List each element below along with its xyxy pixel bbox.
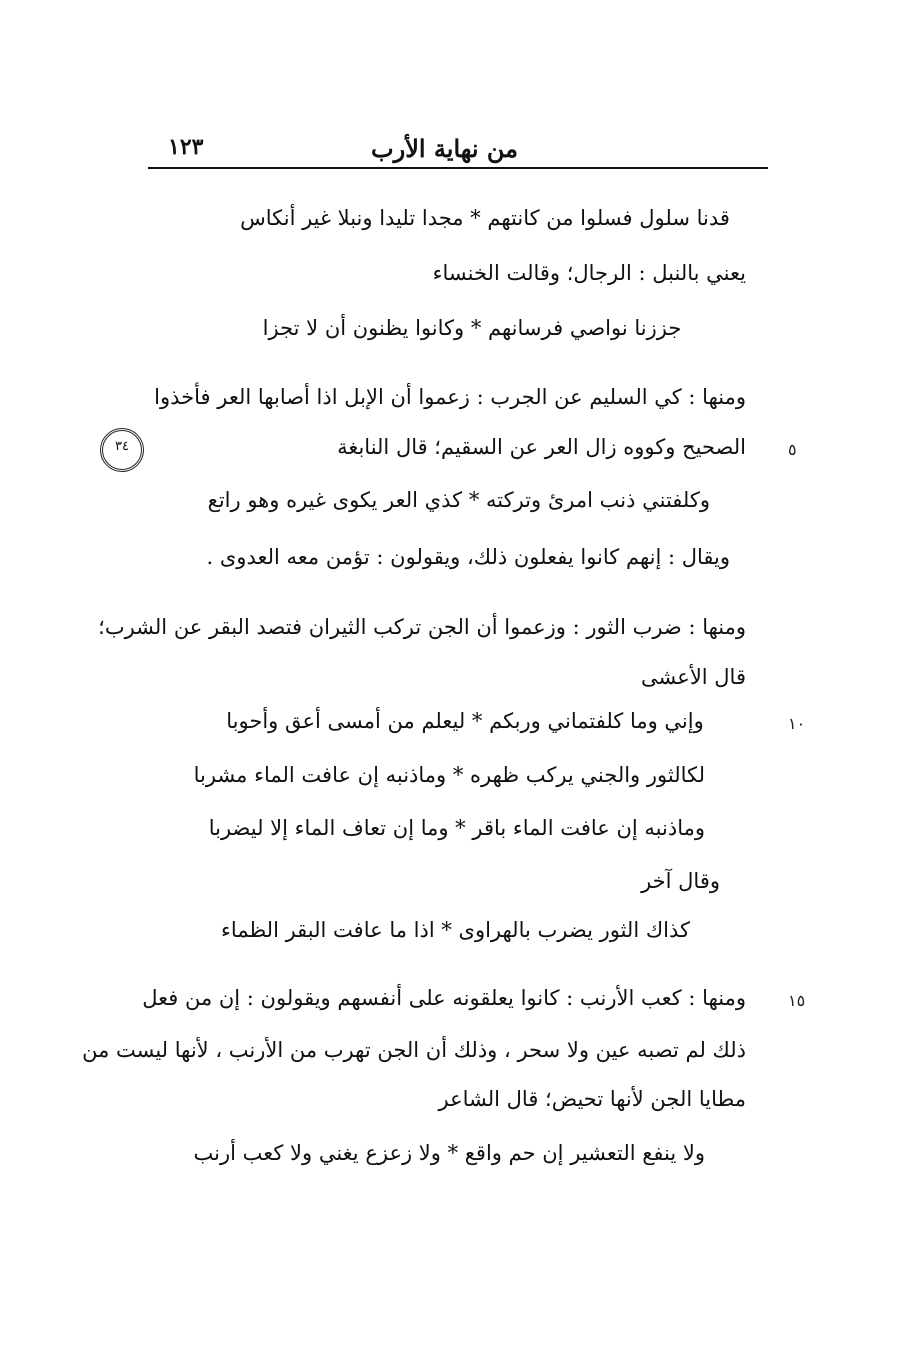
prose-line: ومنها : ضرب الثور : وزعموا أن الجن تركب الثيران فتصد البقر عن الشرب؛: [98, 615, 746, 639]
verse-line: جززنا نواصي فرسانهم * وكانوا يظنون أن لا تجزا: [262, 316, 682, 340]
line-number: ١٠: [788, 714, 806, 733]
prose-line: الصحيح وكووه زال العر عن السقيم؛ قال النابغة: [337, 435, 746, 459]
page-header: [148, 128, 768, 168]
page-number: ١٢٣: [168, 134, 204, 160]
verse-line: لكالثور والجني يركب ظهره * وماذنبه إن عافت الماء مشربا: [193, 763, 705, 787]
verse-line: كذاك الثور يضرب بالهراوى * اذا ما عافت البقر الظماء: [221, 918, 690, 942]
verse-line: قدنا سلول فسلوا من كانتهم * مجدا تليدا ونبلا غير أنكاس: [240, 206, 730, 230]
prose-line: ومنها : كي السليم عن الجرب : زعموا أن الإبل اذا أصابها العر فأخذوا: [154, 385, 746, 409]
prose-line: يعني بالنبل : الرجال؛ وقالت الخنساء: [432, 261, 746, 285]
prose-line: قال الأعشى: [641, 665, 746, 689]
margin-stamp: ٣٤: [100, 428, 144, 472]
header-rule: [148, 167, 768, 169]
prose-line: ويقال : إنهم كانوا يفعلون ذلك، ويقولون : تؤمن معه العدوى .: [206, 545, 730, 569]
line-number: ٥: [788, 440, 797, 459]
verse-line: ولا ينفع التعشير إن حم واقع * ولا زعزع يغني ولا كعب أرنب: [193, 1141, 705, 1165]
prose-line: ذلك لم تصبه عين ولا سحر ، وذلك أن الجن تهرب من الأرنب ، لأنها ليست من: [82, 1038, 746, 1062]
verse-line: وإني وما كلفتماني وربكم * ليعلم من أمسى أعق وأحوبا: [226, 709, 704, 733]
verse-line: وماذنبه إن عافت الماء باقر * وما إن تعاف الماء إلا ليضربا: [208, 816, 705, 840]
prose-line: ومنها : كعب الأرنب : كانوا يعلقونه على أنفسهم ويقولون : إن من فعل: [142, 986, 746, 1010]
prose-line: مطايا الجن لأنها تحيض؛ قال الشاعر: [438, 1087, 746, 1111]
running-title: من نهاية الأرب: [371, 134, 518, 163]
line-number: ١٥: [788, 991, 806, 1010]
prose-line: وقال آخر: [641, 869, 720, 893]
verse-line: وكلفتني ذنب امرئ وتركته * كذي العر يكوى غيره وهو راتع: [207, 488, 710, 512]
